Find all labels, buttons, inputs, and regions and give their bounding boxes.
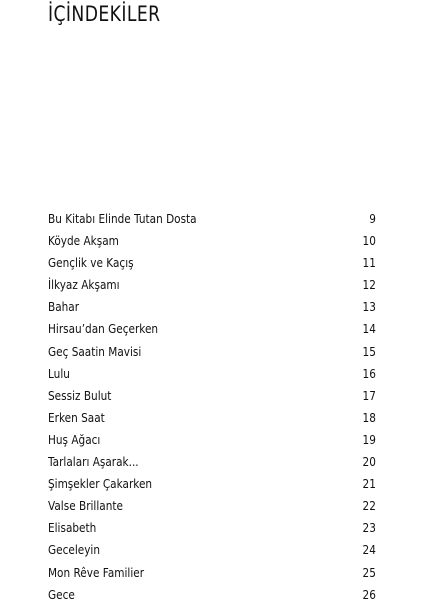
toc-entry-page: 12: [362, 277, 376, 293]
toc-entry-title: Gençlik ve Kaçış: [48, 255, 134, 271]
toc-entry: [48, 318, 376, 340]
toc-entry-page: 16: [362, 365, 376, 381]
toc-entry-title: Gece: [48, 586, 75, 602]
toc-entry-page: 21: [362, 476, 376, 492]
toc-entry: [48, 495, 376, 517]
toc-entry-title: İlkyaz Akşamı: [48, 277, 120, 293]
toc-entry-title: Hirsau’dan Geçerken: [48, 321, 159, 337]
toc-entry: [48, 473, 376, 495]
toc-entry-page: 9: [369, 211, 376, 226]
toc-entry: [48, 208, 376, 230]
toc-entry: [48, 341, 376, 363]
toc-entry-title: Valse Brillante: [48, 498, 123, 514]
toc-entry-page: 10: [362, 233, 376, 249]
toc-entry-page: 14: [362, 321, 376, 337]
toc-entry-title: Geceleyin: [48, 542, 101, 558]
toc-entry-page: 15: [362, 343, 376, 359]
toc-entry-page: 23: [362, 520, 376, 536]
toc-entry-title: Erken Saat: [48, 409, 105, 425]
toc-entry: [48, 385, 376, 407]
toc-entry-title: Şimşekler Çakarken: [48, 476, 153, 492]
toc-entry-page: 25: [362, 564, 376, 580]
toc-entry-page: 20: [362, 454, 376, 470]
toc-entry: [48, 429, 376, 451]
toc-entry-title: Elisabeth: [48, 520, 97, 536]
toc-entry: [48, 274, 376, 296]
toc-entry-title: Tarlaları Aşarak...: [48, 454, 139, 470]
toc-entry-page: 19: [362, 431, 376, 447]
toc-entry-title: Sessiz Bulut: [48, 387, 112, 403]
toc-entry-page: 11: [362, 255, 376, 271]
toc-entry-page: 26: [362, 586, 376, 602]
toc-entry: [48, 539, 376, 561]
toc-entry-title: Lulu: [48, 365, 70, 381]
toc-entry-page: 13: [362, 299, 376, 315]
toc-entry: [48, 451, 376, 473]
toc-entry-page: 24: [362, 542, 376, 558]
toc-entry-page: 17: [362, 387, 376, 403]
toc-entry: [48, 230, 376, 252]
toc-entry-title: Köyde Akşam: [48, 233, 119, 249]
toc-entry-page: 18: [362, 409, 376, 425]
page-title: İÇİNDEKİLER: [48, 2, 161, 26]
toc-entry-title: Geç Saatin Mavisi: [48, 343, 142, 359]
toc-entry: [48, 296, 376, 318]
toc-entry: [48, 252, 376, 274]
toc-entry: [48, 517, 376, 539]
toc-entry-title: Mon Rêve Familier: [48, 564, 145, 580]
toc-entry: [48, 407, 376, 429]
table-of-contents: [48, 208, 376, 606]
toc-entry-title: Bahar: [48, 299, 80, 315]
toc-entry: [48, 562, 376, 584]
toc-entry-title: Huş Ağacı: [48, 431, 101, 447]
toc-entry-page: 22: [362, 498, 376, 514]
toc-entry: [48, 584, 376, 606]
toc-entry: [48, 363, 376, 385]
toc-entry-title: Bu Kitabı Elinde Tutan Dosta: [48, 211, 197, 226]
